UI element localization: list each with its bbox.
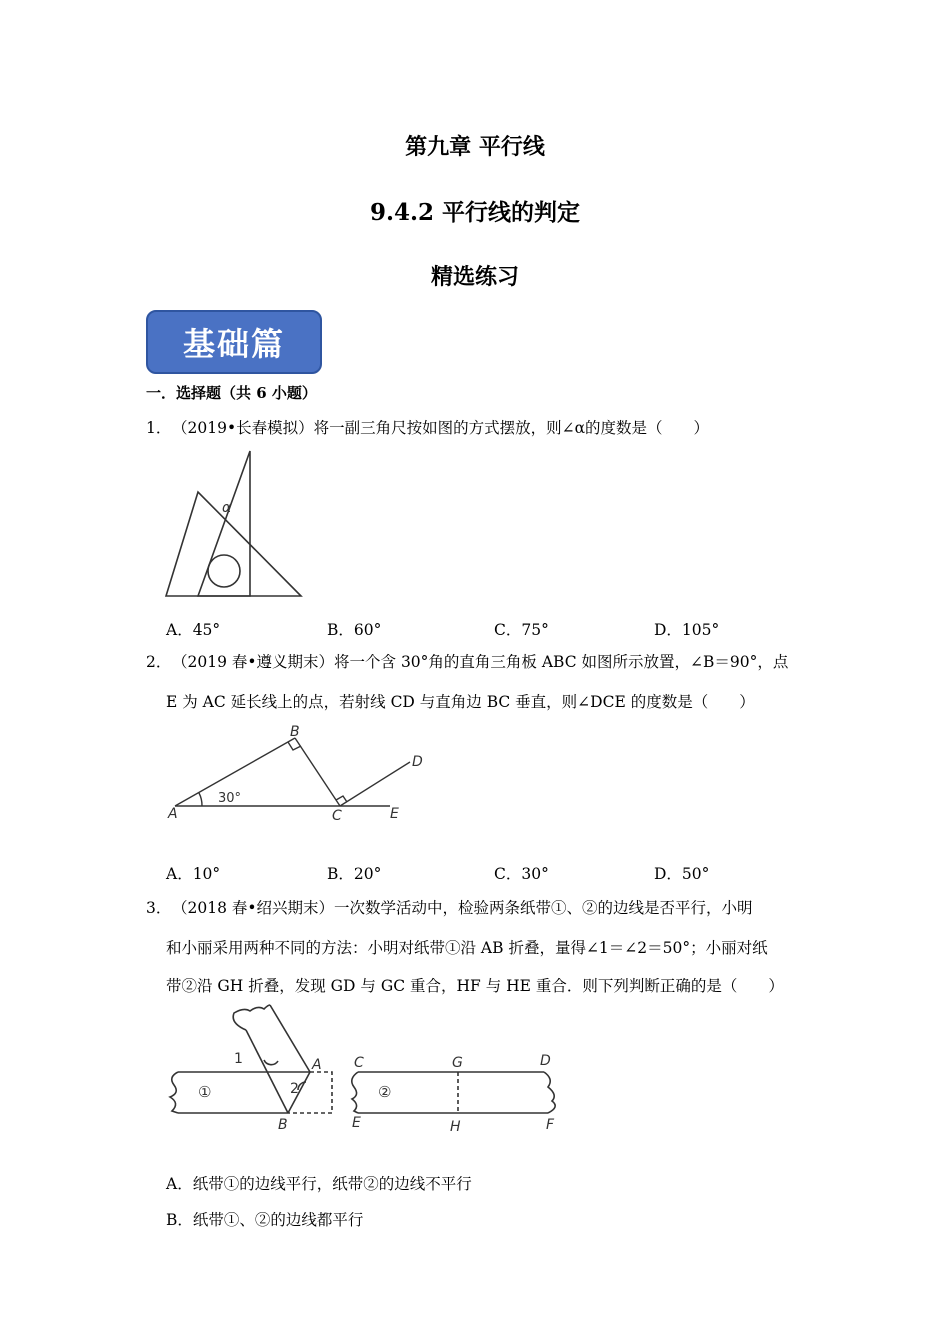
strip2-left-torn-edge: [352, 1072, 358, 1113]
label-f: F: [546, 1117, 555, 1133]
question-2: [146, 652, 788, 672]
label-e: E: [390, 806, 399, 822]
question-text: （2019 春•遵义期末）将一个含 30°角的直角三角板 ABC 如图所示放置，∠B＝90°，点: [172, 653, 789, 671]
right-angle-c: [336, 796, 347, 802]
figure-3-paper-strips: [160, 1005, 580, 1140]
option-a[interactable]: A．45°: [166, 621, 221, 639]
label-angle-2: 2: [290, 1081, 299, 1097]
figure-2-triangle: [160, 720, 440, 830]
option-d[interactable]: D．105°: [654, 621, 720, 639]
question-number: 3．: [146, 899, 172, 917]
triangle-45: [166, 492, 301, 596]
label-d: D: [540, 1053, 551, 1069]
option-a[interactable]: A．10°: [166, 865, 221, 883]
question-3: [146, 898, 753, 918]
option-c[interactable]: C．75°: [494, 621, 549, 639]
strip-2-label: ②: [378, 1083, 392, 1101]
angle-1-arc: [264, 1060, 278, 1065]
hole-circle: [208, 555, 240, 587]
label-b: B: [290, 724, 300, 740]
question-number: 2．: [146, 653, 172, 671]
alpha-label: α: [222, 500, 232, 516]
strip1-torn-edge: [170, 1072, 178, 1113]
label-angle-1: 1: [234, 1051, 243, 1067]
angle-30-label: 30°: [218, 791, 242, 806]
angle-arc: [199, 793, 202, 806]
folded-torn-edge: [233, 1005, 270, 1030]
ray-cd: [340, 762, 410, 806]
triangle-30-60: [198, 451, 250, 596]
folded-edge-right: [270, 1005, 310, 1072]
option-a[interactable]: A．纸带①的边线平行，纸带②的边线不平行: [166, 1175, 472, 1193]
option-b[interactable]: B．纸带①、②的边线都平行: [166, 1211, 364, 1229]
lesson-title: 9.4.2 平行线的判定: [369, 199, 581, 226]
label-c: C: [332, 808, 342, 824]
question-3-line-3: 带②沿 GH 折叠，发现 GD 与 GC 重合，HF 与 HE 重合．则下列判断正确的是（ ）: [166, 977, 784, 995]
strip2-right-torn-edge: [544, 1072, 555, 1113]
section-heading: 一．选择题（共 6 小题）: [146, 384, 317, 402]
question-2-line-2: E 为 AC 延长线上的点，若射线 CD 与直角边 BC 垂直，则∠DCE 的度数是（ ）: [166, 693, 755, 711]
label-c: C: [354, 1055, 364, 1071]
question-1: [146, 418, 709, 438]
strip-1-label: ①: [198, 1083, 212, 1101]
question-3-line-2: 和小丽采用两种不同的方法：小明对纸带①沿 AB 折叠，量得∠1＝∠2＝50°；小丽对纸: [166, 939, 768, 957]
option-b[interactable]: B．60°: [327, 621, 382, 639]
label-a: A: [312, 1057, 322, 1073]
question-text: （2019•长春模拟）将一副三角尺按如图的方式摆放，则∠α的度数是（ ）: [172, 419, 710, 437]
label-h: H: [450, 1119, 461, 1135]
question-number: 1．: [146, 419, 172, 437]
level-badge: 基础篇: [146, 310, 322, 374]
question-text: （2018 春•绍兴期末）一次数学活动中，检验两条纸带①、②的边线是否平行，小明: [172, 899, 753, 917]
side-bc: [295, 738, 340, 806]
option-d[interactable]: D．50°: [654, 865, 710, 883]
label-g: G: [452, 1055, 463, 1071]
label-e: E: [352, 1115, 361, 1131]
option-b[interactable]: B．20°: [327, 865, 382, 883]
option-c[interactable]: C．30°: [494, 865, 549, 883]
label-d: D: [412, 754, 423, 770]
label-b: B: [278, 1117, 288, 1133]
subtitle: 精选练习: [430, 264, 519, 290]
label-a: A: [168, 806, 178, 822]
figure-1-triangles: [160, 446, 310, 606]
chapter-title: 第九章 平行线: [405, 134, 545, 160]
